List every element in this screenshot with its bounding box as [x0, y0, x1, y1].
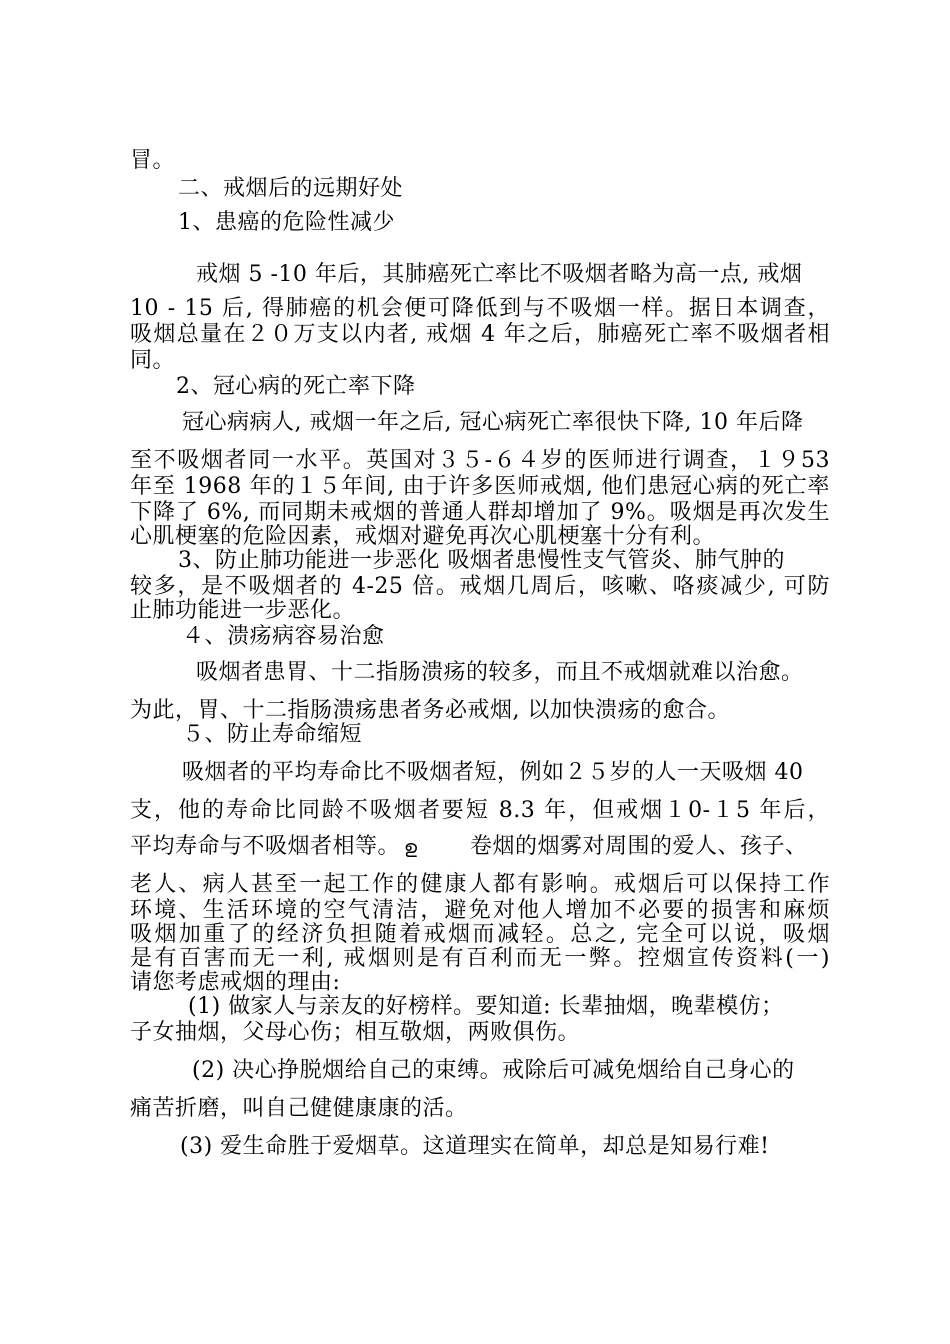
text-line: 环境、生活环境的空气清洁，避免对他人增加不必要的损害和麻烦 — [130, 898, 830, 923]
text-line: 戒烟 5 -10 年后，其肺癌死亡率比不吸烟者略为高一点, 戒烟 — [196, 262, 803, 287]
text-line: 老人、病人甚至一起工作的健康人都有影响。戒烟后可以保持工作 — [130, 872, 830, 897]
text-line — [130, 834, 421, 861]
text-line: 为此，胃、十二指肠溃疡患者务必戒烟, 以加快溃疡的愈合。 — [130, 698, 730, 723]
text-line: 冒。 — [130, 148, 176, 173]
text-line: 吸烟者患胃、十二指肠溃疡的较多，而且不戒烟就难以治愈。 — [196, 660, 804, 685]
subsection-heading: 3、防止肺功能进一步恶化 吸烟者患慢性支气管炎、肺气肿的 — [178, 548, 785, 573]
subsection-heading: ５、防止寿命缩短 — [182, 722, 363, 747]
subsection-heading: 2、冠心病的死亡率下降 — [176, 374, 416, 399]
text-line: 同。 — [130, 348, 176, 373]
list-item: (2) 决心挣脱烟给自己的束缚。戒除后可减免烟给自己身心的 — [192, 1058, 795, 1083]
text-line: 下降了 6%, 而同期未戒烟的普通人群却增加了 9%。吸烟是再次发生 — [130, 500, 830, 525]
text-segment: 平均寿命与不吸烟者相等。 — [130, 834, 401, 859]
subsection-heading: 1、患癌的危险性减少 — [178, 210, 395, 235]
list-item: (1) 做家人与亲友的好榜样。要知道: 长辈抽烟，晚辈模仿； — [188, 994, 784, 1019]
text-line: 10 - 15 后, 得肺癌的机会便可降低到与不吸烟一样。据日本调查， — [130, 296, 830, 321]
text-line: 请您考虑戒烟的理由: — [130, 970, 341, 995]
text-line: 痛苦折磨，叫自己健健康康的活。 — [130, 1096, 468, 1121]
text-line: 心肌梗塞的危险因素，戒烟对避免再次心肌梗塞十分有利。 — [130, 524, 716, 549]
text-line: 子女抽烟，父母心伤；相互敬烟，两败俱伤。 — [130, 1020, 581, 1045]
text-line: 冠心病病人, 戒烟一年之后, 冠心病死亡率很快下降, 10 年后降 — [182, 410, 804, 435]
text-line: 至不吸烟者同一水平。英国对３５-６４岁的医师进行调查，１９53 — [130, 448, 830, 473]
text-line: 吸烟加重了的经济负担随着戒烟而减轻。总之, 完全可以说，吸烟 — [130, 922, 830, 947]
text-line: 支，他的寿命比同龄不吸烟者要短 8.3 年，但戒烟１0-１5 年后， — [130, 798, 830, 823]
text-line: 吸烟者的平均寿命比不吸烟者短，例如２５岁的人一天吸烟 40 — [182, 760, 804, 785]
text-line: 吸烟总量在２０万支以内者, 戒烟 4 年之后，肺癌死亡率不吸烟者相 — [130, 322, 830, 347]
subsection-heading: ４、溃疡病容易治愈 — [182, 624, 385, 649]
text-line: 止肺功能进一步恶化。 — [130, 598, 356, 623]
stray-glyph-icon: ഉ — [404, 837, 418, 858]
text-line: 是有百害而无一利, 戒烟则是有百利而无一弊。控烟宣传资料(一) — [130, 946, 830, 971]
section-heading: 二、戒烟后的远期好处 — [178, 176, 404, 201]
text-line: 年至 1968 年的１５年间, 由于许多医师戒烟, 他们患冠心病的死亡率 — [130, 474, 830, 499]
text-line: 卷烟的烟雾对周围的爱人、孩子、 — [470, 834, 808, 859]
text-line: 较多，是不吸烟者的 4-25 倍。戒烟几周后，咳嗽、咯痰减少, 可防 — [130, 574, 830, 599]
list-item: (3) 爱生命胜于爱烟草。这道理实在简单，却总是知易行难! — [180, 1134, 770, 1159]
